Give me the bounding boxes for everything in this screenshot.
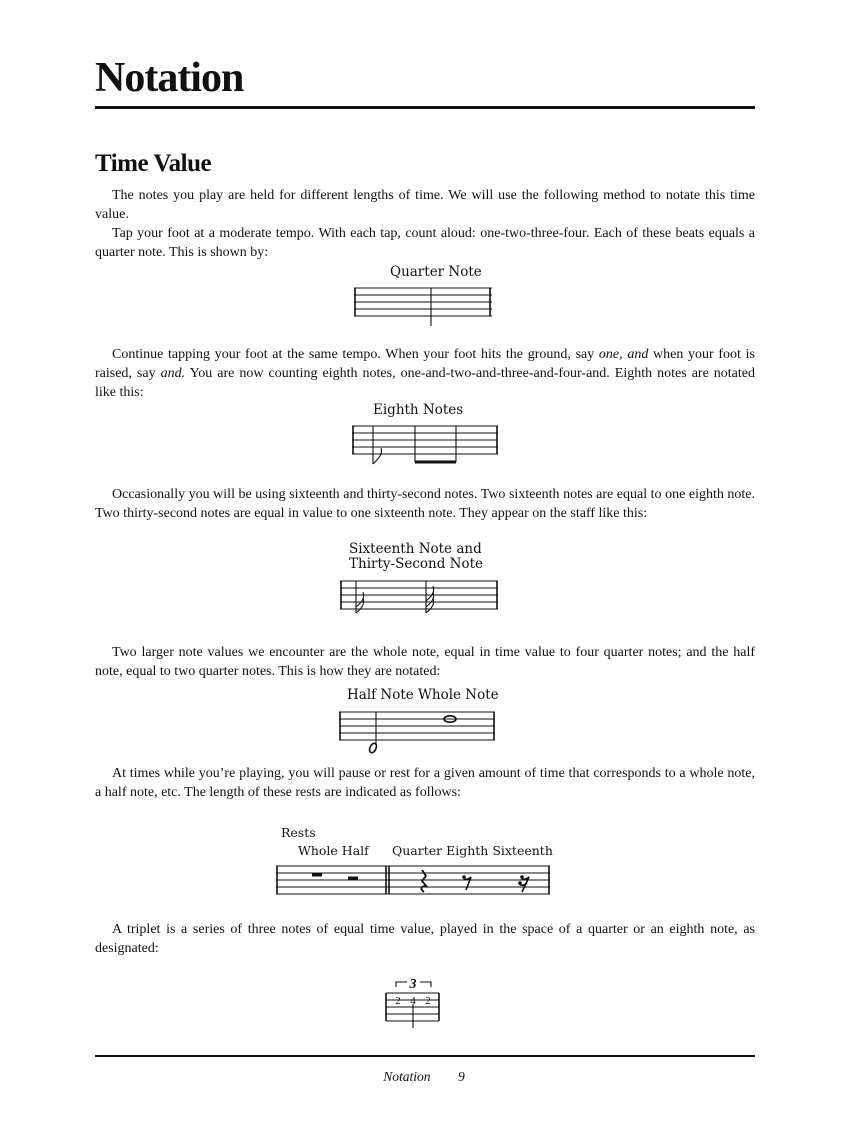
triplet-bracket-number: 3 (409, 977, 417, 992)
paragraph-sixteenth-notes: Occasionally you will be using sixteenth and thirty-second notes. Two sixteenth notes are equal to one eighth note. Two thirty-second notes are equal in value to one sixteenth note. They appear on the staff like this: (95, 487, 755, 521)
rests-title: Rests (281, 825, 316, 840)
footer-label: Notation (383, 1069, 431, 1084)
quarter-note-caption: Quarter Note (390, 264, 482, 280)
quarter-note-staff (354, 286, 494, 328)
sixteenth-caption-line1: Sixteenth Note and (349, 541, 482, 557)
sixteenth-caption (349, 542, 483, 572)
footer-page-number: 9 (457, 1069, 465, 1084)
rests-staff (276, 864, 552, 900)
triplet-figure (382, 974, 444, 1030)
footer-rule (95, 1055, 755, 1057)
half-note-head (368, 742, 378, 754)
sixteenth-staff (340, 579, 500, 619)
eighth-notes-staff (352, 425, 500, 467)
paragraph-group-eighth (95, 345, 755, 402)
triplet-fret-1: 2 (395, 995, 401, 1007)
triplet-fret-3: 2 (425, 995, 431, 1007)
paragraph-half-whole-notes: Two larger note values we encounter are the whole note, equal in time value to four quarter notes; and the half note, equal to two quarter notes. This is how they are notated: (95, 645, 755, 679)
page-footer (0, 1069, 848, 1085)
triplet-fret-2: 4 (410, 995, 416, 1007)
paragraph-group-rests (95, 764, 755, 802)
title-rule (95, 106, 755, 109)
sixteenth-caption-line2: Thirty-Second Note (349, 556, 483, 572)
paragraph-group-intro (95, 186, 755, 262)
eighth-rest (463, 877, 471, 890)
page-title: Notation (95, 55, 244, 101)
paragraph-tap-foot: Tap your foot at a moderate tempo. With each tap, count aloud: one-two-three-four. Each of these beats equals a quarter note. This is shown by: (95, 226, 755, 260)
paragraph-group-sixteenth (95, 485, 755, 523)
paragraph-group-half-whole (95, 643, 755, 681)
paragraph-group-triplet (95, 920, 755, 958)
section-title: Time Value (95, 150, 212, 177)
paragraph-eighth-notes: Continue tapping your foot at the same tempo. When your foot hits the ground, say one, and when your foot is raised, say and. You are now counting eighth notes, one-and-two-and-three-and-four-and. Eighth notes are notated like this: (95, 347, 755, 400)
rests-whole-half-labels: Whole Half (298, 843, 369, 858)
paragraph-time-value-intro: The notes you play are held for different lengths of time. We will use the following method to notate this time value. (95, 188, 755, 222)
whole-note-caption: Whole Note (418, 687, 499, 703)
half-note-caption: Half Note (347, 687, 414, 703)
paragraph-triplet: A triplet is a series of three notes of equal time value, played in the space of a quarter or an eighth note, as designated: (95, 922, 755, 956)
eighth-notes-caption: Eighth Notes (373, 402, 464, 418)
half-rest (348, 877, 358, 881)
half-whole-staff (339, 710, 497, 756)
whole-rest (312, 873, 322, 877)
rests-other-labels: Quarter Eighth Sixteenth (392, 843, 553, 858)
paragraph-rests: At times while you’re playing, you will pause or rest for a given amount of time that corresponds to a whole note, a half note, etc. The length of these rests are indicated as follows: (95, 766, 755, 800)
